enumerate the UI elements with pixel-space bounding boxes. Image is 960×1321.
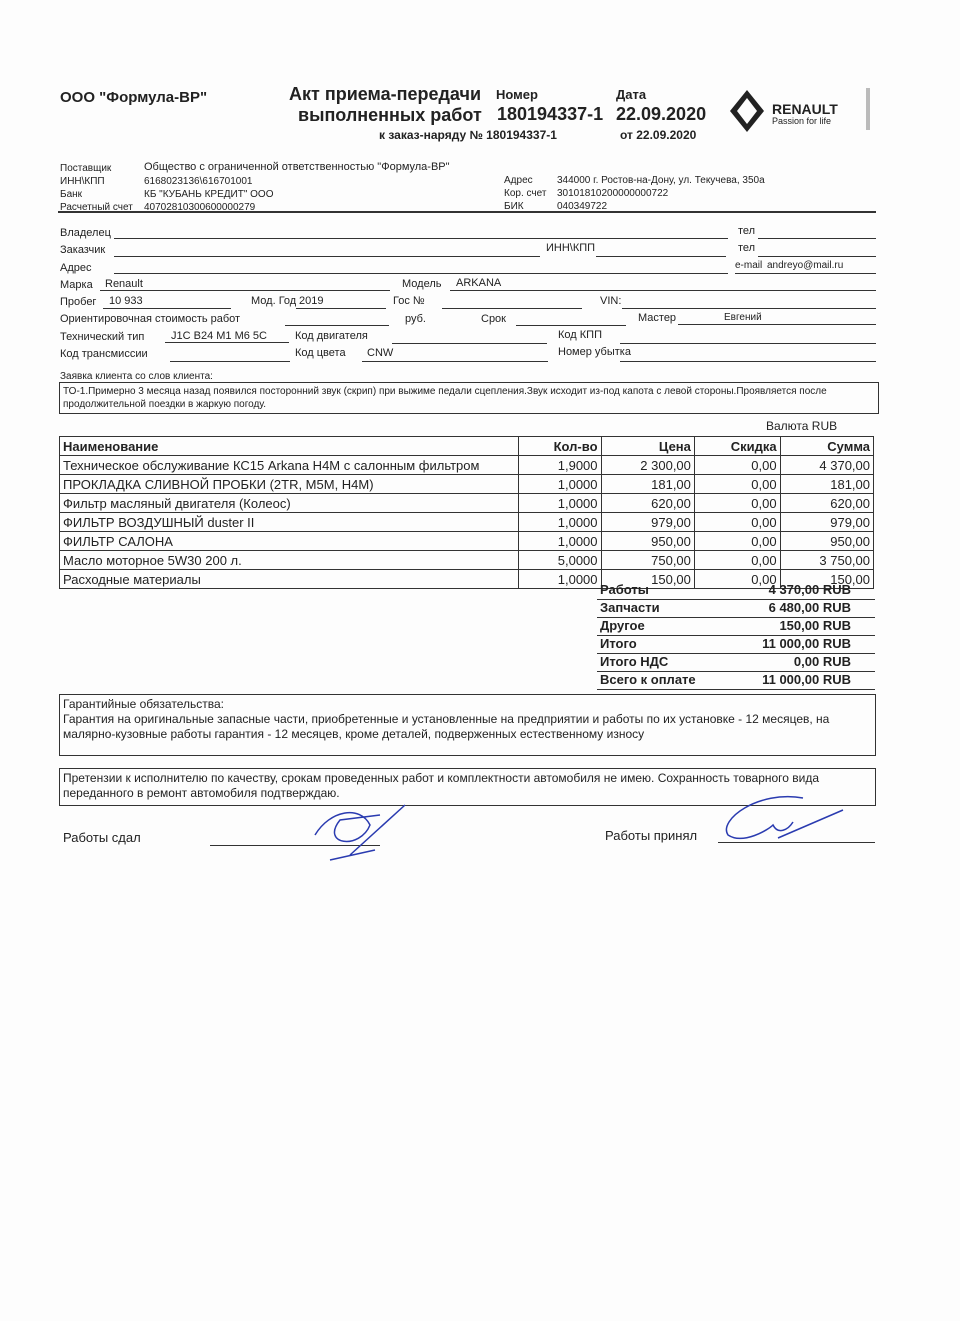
company-name: ООО "Формула-ВР" (60, 89, 208, 106)
item-discount: 0,00 (694, 532, 780, 551)
brand-tagline: Passion for life (772, 116, 832, 126)
account-label: Расчетный счет (60, 202, 133, 213)
client-address-label: Адрес (60, 262, 92, 274)
item-sum: 620,00 (780, 494, 873, 513)
table-row (60, 494, 874, 513)
item-qty: 1,0000 (519, 532, 602, 551)
item-discount: 0,00 (694, 494, 780, 513)
claims-text: Претензии к исполнителю по качеству, срокам проведенных работ и комплектности автомобиля не имею. Сохранность товарного вида переданного в ремонт автомобиля подтверждаю. (59, 768, 876, 806)
scan-mark (866, 88, 870, 130)
header-qty: Кол-во (519, 437, 602, 456)
warranty-title: Гарантийные обязательства: (63, 697, 224, 711)
total-label: Итого (600, 636, 637, 651)
phone2-label: тел (738, 242, 756, 254)
item-name: Масло моторное 5W30 200 л. (60, 551, 519, 570)
corr-label: Кор. счет (504, 188, 547, 199)
color-label: Код цвета (295, 347, 346, 359)
table-row (60, 475, 874, 494)
mileage-label: Пробег (60, 296, 97, 308)
master-label: Мастер (638, 312, 677, 324)
bank-value: КБ "КУБАНЬ КРЕДИТ" ООО (144, 189, 274, 200)
document-number: 180194337-1 (497, 104, 604, 124)
item-name: Расходные материалы (60, 570, 519, 589)
tech-type-value: J1C B24 M1 M6 5C (171, 330, 267, 342)
supplier-label: Поставщик (60, 163, 112, 174)
header-price: Цена (601, 437, 694, 456)
inn-value: 6168023136\616701001 (144, 176, 253, 187)
model-label: Модель (402, 278, 442, 290)
item-sum: 979,00 (780, 513, 873, 532)
phone-label: тел (738, 225, 756, 237)
total-row (597, 672, 875, 690)
year-label: Мод. Год (251, 295, 297, 307)
item-discount: 0,00 (694, 551, 780, 570)
item-discount: 0,00 (694, 513, 780, 532)
accepted-label: Работы принял (605, 828, 698, 843)
document-date: 22.09.2020 (616, 104, 707, 124)
make-label: Марка (60, 279, 93, 291)
table-row (60, 551, 874, 570)
client-request: ТО-1.Примерно 3 месяца назад появился посторонний звук (скрип) при выжиме педали сцепления.Звук исходит из-под капота с левой стороны.Проявляется после продолжительной поездки в жаркую погоду. (59, 382, 879, 414)
vin-label: VIN: (600, 295, 622, 307)
customer-label: Заказчик (60, 244, 106, 256)
owner-label: Владелец (60, 227, 111, 239)
signature-handed (300, 800, 410, 865)
total-row (597, 600, 875, 618)
item-name: ПРОКЛАДКА СЛИВНОЙ ПРОБКИ (2TR, M5M, H4M) (60, 475, 519, 494)
signature-accepted (718, 790, 848, 850)
totals-block (597, 582, 875, 690)
total-value: 11 000,00 RUB (762, 636, 851, 651)
address-value: 344000 г. Ростов-на-Дону, ул. Текучева, 350а (557, 175, 765, 186)
currency-label: Валюта RUB (766, 419, 838, 433)
inn-label: ИНН\КПП (60, 176, 105, 187)
item-sum: 181,00 (780, 475, 873, 494)
loss-label: Номер убытка (558, 346, 631, 358)
bank-label: Банк (60, 189, 83, 200)
total-label: Всего к оплате (600, 672, 696, 687)
order-date: от 22.09.2020 (620, 128, 697, 142)
date-label: Дата (616, 87, 647, 102)
item-qty: 5,0000 (519, 551, 602, 570)
item-discount: 0,00 (694, 475, 780, 494)
item-sum: 150,00 (780, 570, 873, 589)
item-price: 620,00 (601, 494, 694, 513)
total-row (597, 582, 875, 600)
table-header-row (60, 437, 874, 456)
make-value: Renault (105, 278, 143, 290)
supplier-name: Общество с ограниченной ответственностью "Формула-ВР" (144, 161, 450, 173)
year-value: 2019 (299, 295, 324, 307)
bik-value: 040349722 (557, 201, 608, 212)
table-row (60, 532, 874, 551)
title-line2: выполненных работ (298, 105, 482, 125)
header-name: Наименование (60, 437, 519, 456)
item-name: Техническое обслуживание КС15 Arkana H4M с салонным фильтром (60, 456, 519, 475)
brand-name: RENAULT (772, 101, 838, 117)
account-value: 40702810300600000279 (144, 202, 256, 213)
header-sum: Сумма (780, 437, 873, 456)
item-name: ФИЛЬТР САЛОНА (60, 532, 519, 551)
title-line1: Акт приема-передачи (289, 84, 482, 104)
item-name: Фильтр масляный двигателя (Колеос) (60, 494, 519, 513)
address-label: Адрес (504, 175, 533, 186)
gearbox-label: Код КПП (558, 329, 602, 341)
email-label: e-mail (735, 260, 763, 271)
customer-inn-label: ИНН\КПП (546, 242, 596, 254)
renault-logo-icon (728, 88, 766, 134)
corr-value: 30101810200000000722 (557, 188, 669, 199)
total-row (597, 618, 875, 636)
order-reference: к заказ-наряду № 180194337-1 (379, 128, 557, 142)
item-price: 950,00 (601, 532, 694, 551)
item-price: 979,00 (601, 513, 694, 532)
total-value: 6 480,00 RUB (768, 600, 851, 615)
bik-label: БИК (504, 201, 524, 212)
total-row (597, 636, 875, 654)
color-value: CNW (367, 347, 394, 359)
item-name: ФИЛЬТР ВОЗДУШНЫЙ duster II (60, 513, 519, 532)
number-label: Номер (496, 87, 538, 102)
rub-label: руб. (405, 313, 426, 325)
item-discount: 0,00 (694, 570, 780, 589)
mileage-value: 10 933 (109, 295, 143, 307)
item-discount: 0,00 (694, 456, 780, 475)
item-qty: 1,0000 (519, 513, 602, 532)
total-label: Другое (600, 618, 645, 633)
total-value: 4 370,00 RUB (768, 582, 851, 597)
total-label: Работы (600, 582, 649, 597)
item-price: 2 300,00 (601, 456, 694, 475)
item-sum: 3 750,00 (780, 551, 873, 570)
total-row (597, 654, 875, 672)
total-value: 150,00 RUB (779, 618, 851, 633)
warranty-box (59, 694, 876, 756)
item-sum: 4 370,00 (780, 456, 873, 475)
table-row (60, 513, 874, 532)
warranty-text: Гарантия на оригинальные запасные части, приобретенные и установленные на предприятии и работы по их установке - 12 месяцев, на малярно-кузовные работы гарантия - 12 месяцев, кроме деталей, подверженных естественному износу (63, 712, 830, 741)
item-price: 150,00 (601, 570, 694, 589)
table-row (60, 456, 874, 475)
items-table (59, 436, 874, 589)
master-value: Евгений (724, 312, 762, 323)
model-value: ARKANA (456, 277, 502, 289)
total-value: 11 000,00 RUB (762, 672, 851, 687)
item-qty: 1,0000 (519, 494, 602, 513)
transmission-label: Код трансмиссии (60, 348, 148, 360)
total-label: Запчасти (600, 600, 660, 615)
item-price: 181,00 (601, 475, 694, 494)
handed-label: Работы сдал (63, 830, 141, 845)
total-value: 0,00 RUB (793, 654, 851, 669)
estimate-label: Ориентировочная стоимость работ (60, 313, 241, 325)
item-qty: 1,9000 (519, 456, 602, 475)
header-discount: Скидка (694, 437, 780, 456)
email-value: andreyo@mail.ru (767, 260, 844, 271)
request-label: Заявка клиента со слов клиента: (60, 371, 213, 382)
item-price: 750,00 (601, 551, 694, 570)
plate-label: Гос № (393, 295, 425, 307)
engine-label: Код двигателя (295, 330, 368, 342)
tech-type-label: Технический тип (60, 331, 145, 343)
item-sum: 950,00 (780, 532, 873, 551)
item-qty: 1,0000 (519, 475, 602, 494)
item-qty: 1,0000 (519, 570, 602, 589)
term-label: Срок (481, 313, 506, 325)
total-label: Итого НДС (600, 654, 669, 669)
